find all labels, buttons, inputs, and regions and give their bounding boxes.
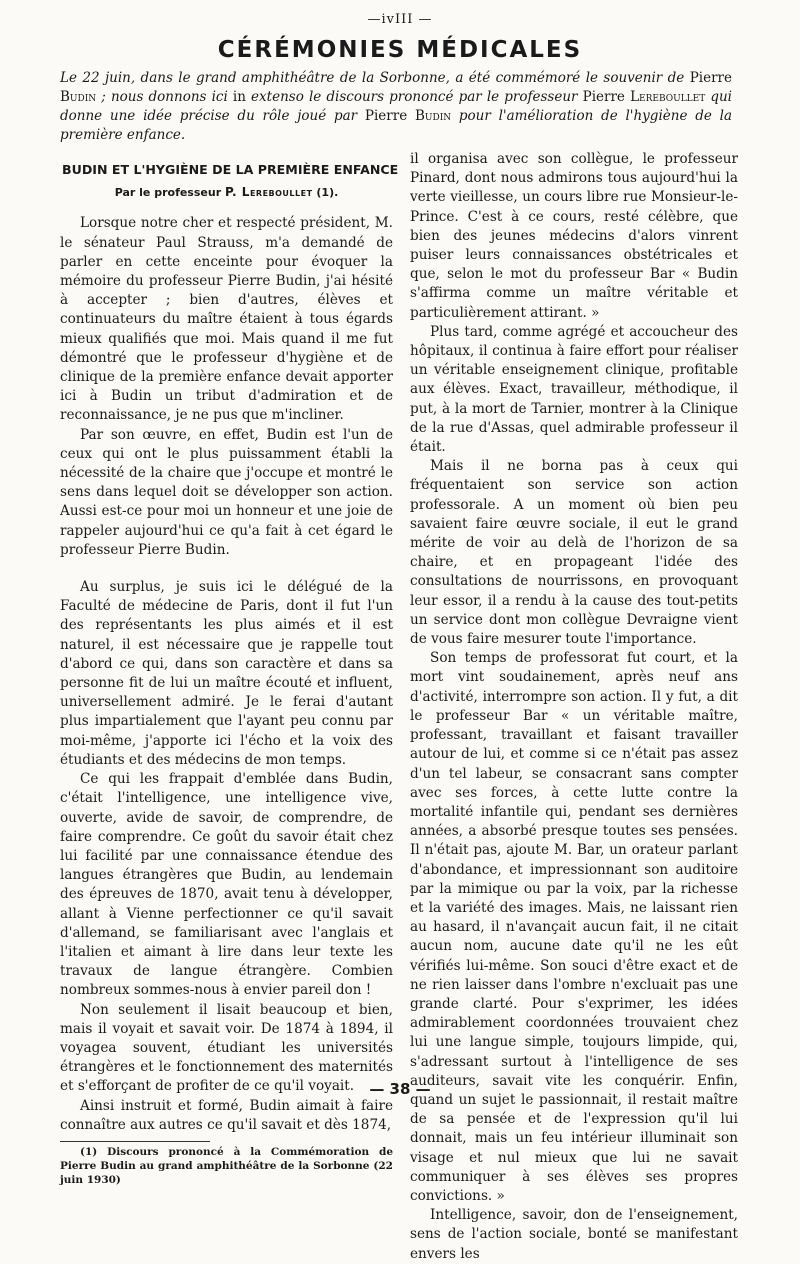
paragraph: Son temps de professorat fut court, et la mort vint soudainement, après neuf ans d'activité, interrompre son action. Il y fut, a dit le professeur Bar « un véritable maître, professant, travaillant et faisant travailler autour de lui, et comme si ce n'était pas assez d'un tel labeur, se consacrant sans compter avec ses forces, à cette lutte contre la mortalité infantile qui, pendant ses dernières années, a absorbé presque toutes ses pensées. Il n'était pas, ajoute M. Bar, un orateur parlant d'abondance, et impressionnant son auditoire par la mimique ou par la voix, par la richesse et la variété des images. Mais, ne laissant rien au hasard, il n'avançait aucun fait, il ne citait aucun nom, aucune date qu'il ne les eût vérifiés lui-même. Son souci d'être exact et de ne rien laisser dans l'ombre n'excluait pas une grande clarté. Pour s'exprimer, les idées admirablement coordonnées trouvaient chez lui une langue simple, toujours limpide, qui, s'adressant surtout à l'intelligence de ses auditeurs, savait vite les conquérir. Enfin, quand un sujet le passionnait, il restait maître de sa pensée et de l'expression qu'il lui donnait, mais un feu intérieur illuminait son visage et nul mieux que lui ne savait communiquer à ses élèves ses propres convictions. »: [410, 650, 738, 1204]
intro-name-6: Budin: [414, 108, 452, 124]
left-column: [60, 150, 399, 1187]
intro-name-4: Lereboullet: [630, 89, 706, 105]
footnote-divider: [60, 1141, 210, 1142]
intro-text-3: extenso le discours prononcé par le professeur: [245, 89, 583, 105]
paragraph: Ainsi instruit et formé, Budin aimait à faire connaître aux autres ce qu'il savait et dès 1874,: [60, 1097, 393, 1133]
page-title: CÉRÉMONIES MÉDICALES: [217, 37, 583, 63]
intro-text-1: Le 22 juin, dans le grand amphithéâtre de la Sorbonne, a été commémoré le souvenir de: [60, 70, 690, 86]
paragraph: Ce qui les frappait d'emblée dans Budin, c'était l'intelligence, une intelligence vive, ouverte, avide de savoir, de comprendre, de faire comprendre. Ce goût du savoir était chez lui facilité par une connaissance étendue des langues étrangères que Budin, au lendemain des épreuves de 1870, avait tenu à développer, allant à Vienne perfectionner ce qu'il savait d'allemand, se familiarisant avec l'anglais et l'italien et aimant à lire dans leur texte les travaux de langue étrangère. Combien nombreux sommes-nous à envier pareil don !: [60, 771, 393, 999]
intro-name-1: Pierre: [689, 70, 732, 86]
footnote: (1) Discours prononcé à la Commémoration de Pierre Budin au grand amphithéâtre de la Sorbonne (22 juin 1930): [60, 1145, 393, 1186]
article-byline: [60, 183, 393, 202]
page-number: — 38 —: [369, 1080, 431, 1098]
intro-paragraph: [60, 69, 732, 145]
paragraph: Par son œuvre, en effet, Budin est l'un de ceux qui ont le plus puissamment établi la nécessité de la chaire que j'occupe et montré le sens dans lequel doit se développer son action. Aussi est-ce pour moi un honneur et une joie de rappeler aujourd'hui ce qu'a fait à cet égard le professeur Pierre Budin.: [60, 426, 393, 558]
intro-name-2: Budin: [60, 89, 97, 105]
paragraph: Au surplus, je suis ici le délégué de la Faculté de médecine de Paris, dont il fut l'un des représentants les plus aimés et il est naturel, il est nécessaire que je rappelle tout d'abord ce qui, dans son caractère et dans sa personne fit de lui un maître écouté et influent, universellement admiré. Je le ferai d'autant plus impartialement que l'ayant peu connu par moi-même, j'apporte ici l'écho et la voix des étudiants et des médecins de mon temps.: [60, 579, 393, 768]
paragraph: Mais il ne borna pas à ceux qui fréquentaient son service son action professorale. A un moment où bien peu savaient faire œuvre sociale, il eut le grand mérite de voir au delà de l'horizon de sa chaire, et en propageant l'idée des consultations de nourrissons, en provoquant leur essor, il a rendu à la cause des tout-petits un service dont mon collègue Devraigne vient de vous faire mesurer toute l'importance.: [410, 458, 738, 648]
intro-name-3: Pierre: [582, 89, 625, 105]
byline-ref: (1).: [316, 186, 339, 200]
intro-text-5: pour l'amélioration de l'hygiène de la première enfance.: [60, 108, 732, 143]
byline-prefix: Par le professeur: [114, 186, 222, 200]
intro-text-4: qui donne une idée précise du rôle joué par: [60, 89, 733, 124]
byline-author: P. Lereboullet: [224, 185, 313, 200]
paragraph: il organisa avec son collègue, le professeur Pinard, dont nous admirons tous aujourd'hui la verte vieillesse, un cours libre rue Monsieur-le-Prince. C'est à ce cours, resté célèbre, que bien des jeunes médecins d'alors vinrent puiser leurs connaissances obstétricales et que, selon le mot du professeur Bar « Budin s'affirma comme un maître véritable et particulièrement attirant. »: [410, 151, 738, 321]
intro-text-2: ; nous donnons ici: [96, 89, 233, 105]
intro-name-5: Pierre: [364, 108, 408, 124]
intro-in: in: [232, 89, 246, 105]
paragraph: Plus tard, comme agrégé et accoucheur des hôpitaux, il continua à faire effort pour réaliser un véritable enseignement clinique, profitable aux élèves. Exact, travailleur, méthodique, il put, à la mort de Tarnier, montrer à la Clinique de la rue d'Assas, quel admirable professeur il était.: [410, 323, 738, 456]
article-title: BUDIN ET L'HYGIÈNE DE LA PREMIÈRE ENFANCE: [62, 162, 399, 177]
paragraph: Non seulement il lisait beaucoup et bien, mais il voyait et savait voir. De 1874 à 1894, il voyagea souvent, étudiant les universités étrangères et le fonctionnement des maternités et s'efforçant de profiter de ce qu'il voyait.: [60, 1001, 393, 1095]
paragraph: Lorsque notre cher et respecté président, M. le sénateur Paul Strauss, m'a demandé de parler en cette enceinte pour évoquer la mémoire du professeur Pierre Budin, j'ai hésité à accepter ; bien d'autres, élèves et continuateurs du maître étaient à tous égards mieux qualifiés que moi. Mais quand il me fut démontré que le professeur d'hygiène et de clinique de la première enfance devait apporter ici à Budin un tribut d'admiration et de reconnaissance, je ne pus que m'incliner.: [60, 215, 393, 424]
page-header: —ivIII —: [367, 12, 433, 27]
paragraph: Intelligence, savoir, don de l'enseignement, sens de l'action sociale, bonté se manifestant envers les: [410, 1207, 738, 1262]
